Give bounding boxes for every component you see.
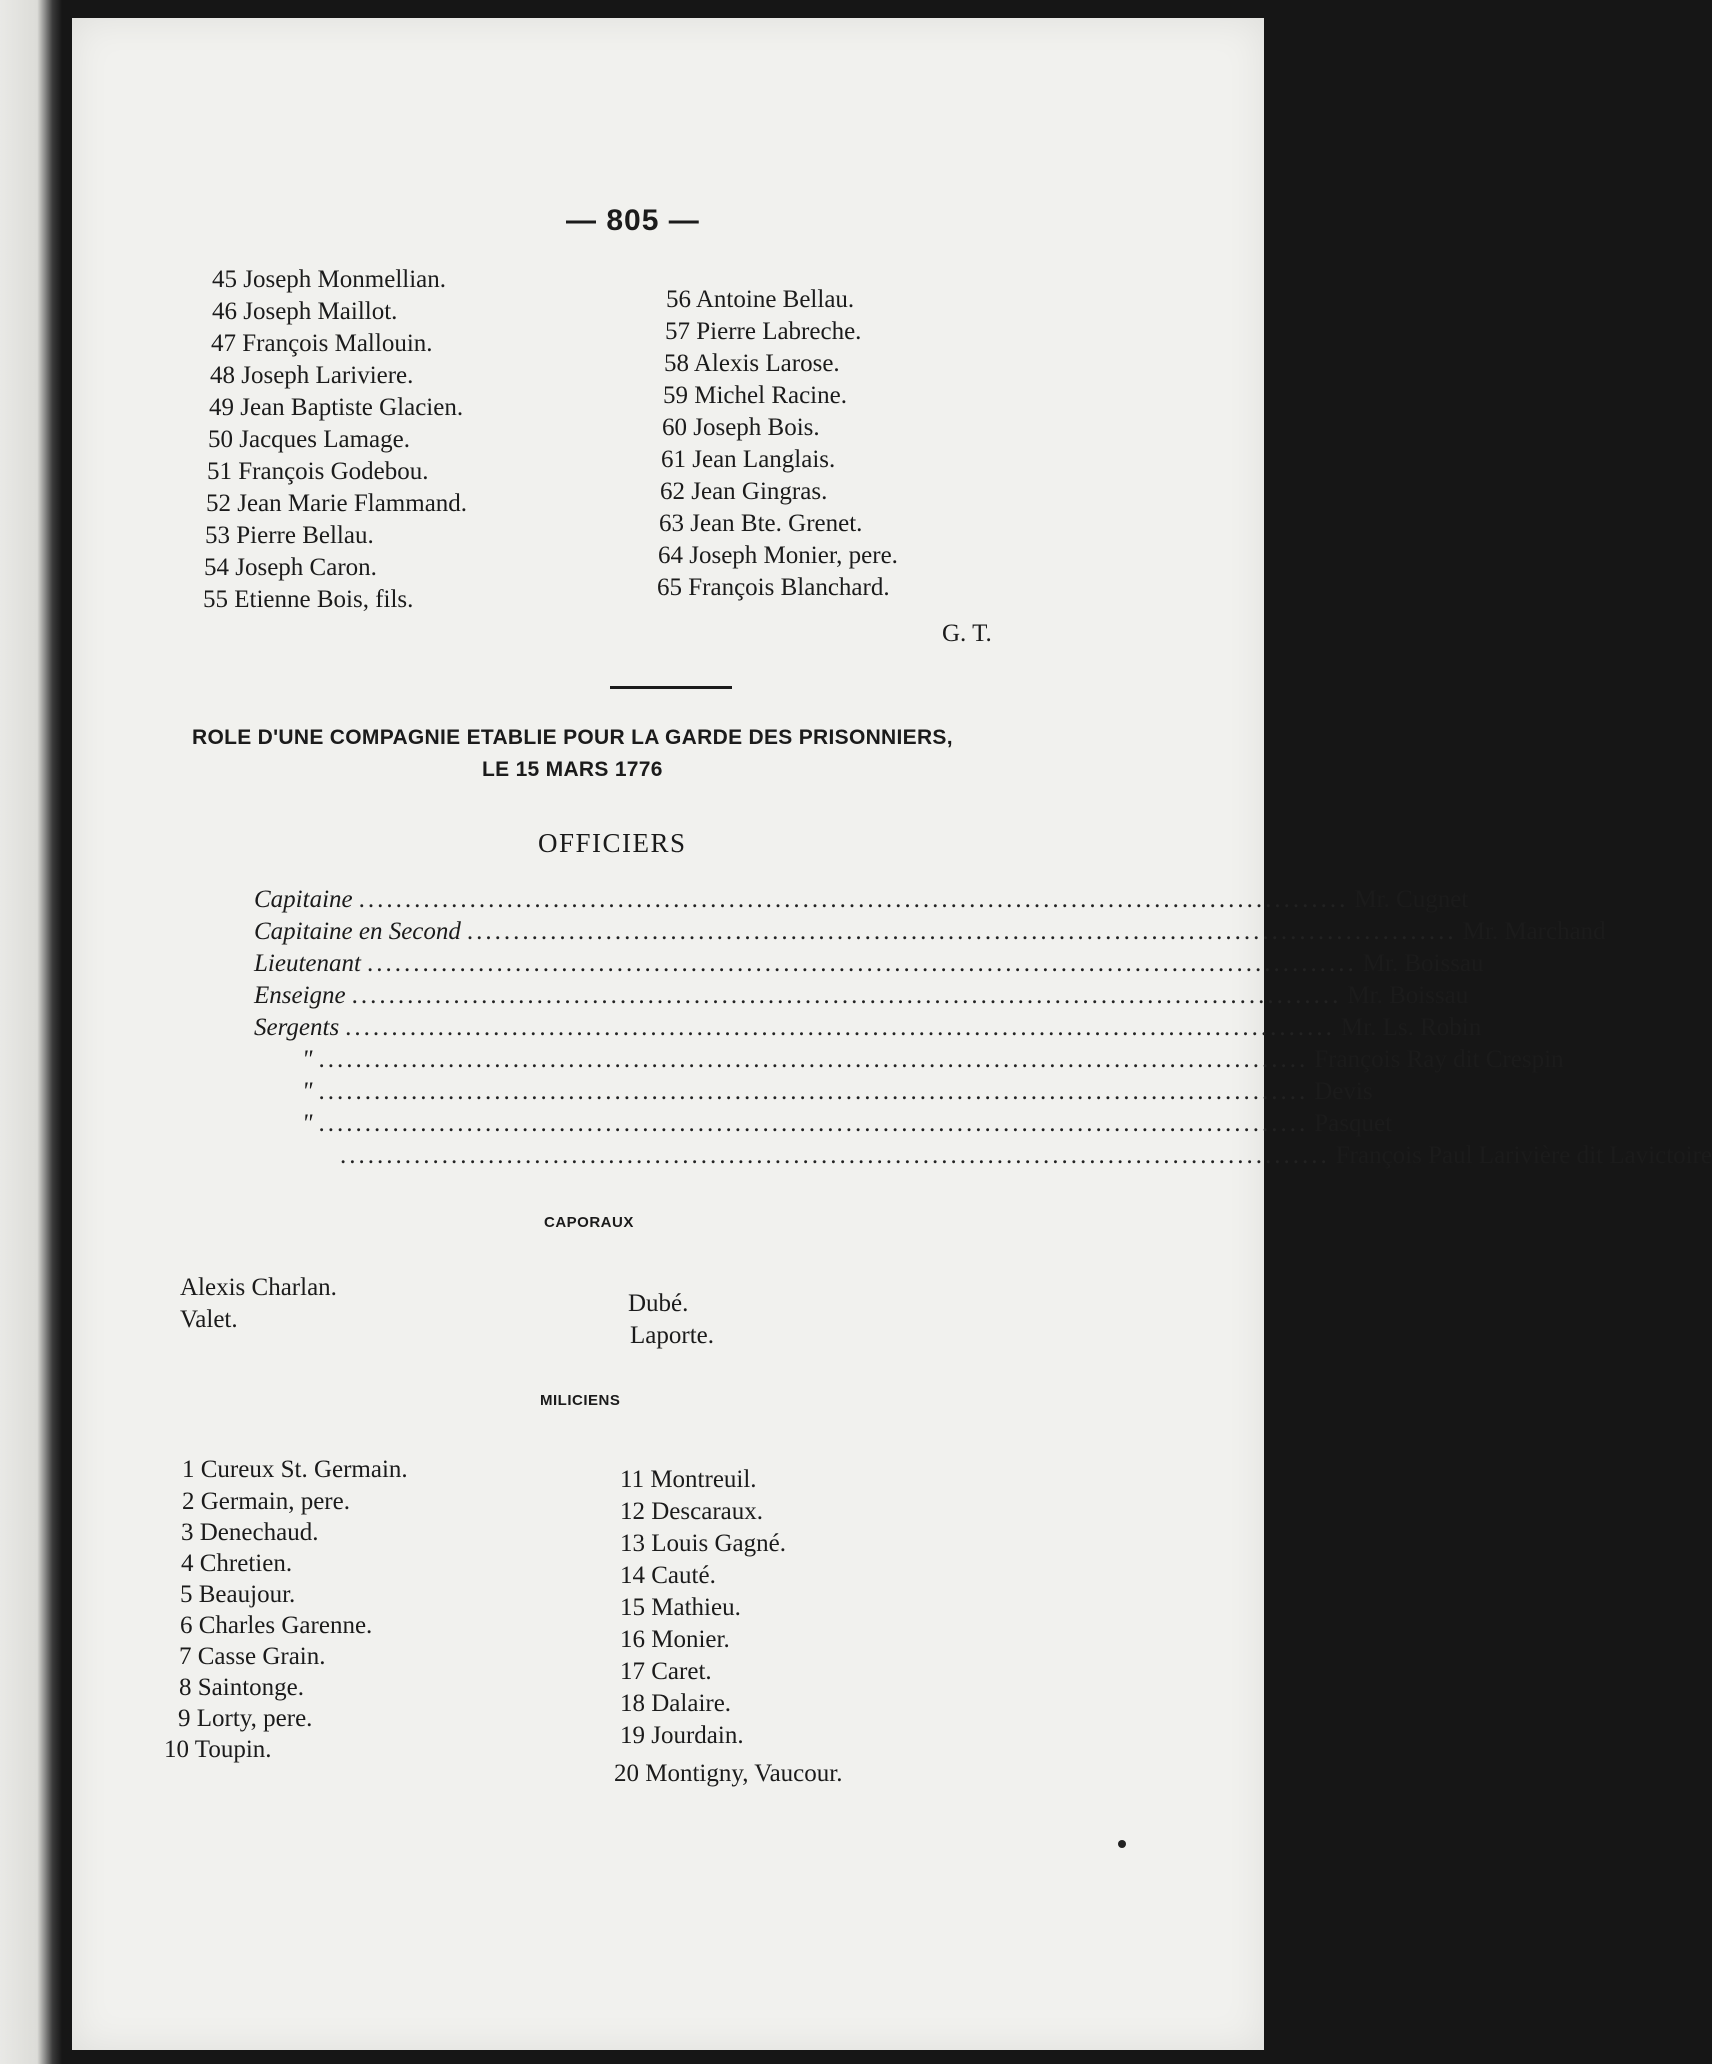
officer-name: Mr. Boissau <box>1362 950 1484 977</box>
list-item: 64 Joseph Monier, pere. <box>658 542 898 569</box>
officer-row: " ........................................................................................................... Pasquet <box>254 1108 1116 1140</box>
ink-speck <box>1118 1840 1126 1848</box>
list-item: 48 Joseph Lariviere. <box>210 362 414 389</box>
officer-name: Mr. Ls. Robin <box>1340 1014 1482 1041</box>
officer-row: " ........................................................................................................... Devis <box>254 1076 1116 1108</box>
role-title-line1: ROLE D'UNE COMPAGNIE ETABLIE POUR LA GARDE DES PRISONNIERS, <box>192 726 953 749</box>
list-item: 61 Jean Langlais. <box>661 446 836 473</box>
list-item: 14 Cauté. <box>620 1562 716 1589</box>
officer-row: " ........................................................................................................... François Ray dit Crespin <box>254 1044 1116 1076</box>
list-item: 7 Casse Grain. <box>179 1643 326 1670</box>
list-item: 11 Montreuil. <box>620 1466 757 1493</box>
officer-row: Enseigne ........................................................................................................... Mr. Boissau <box>254 980 1116 1012</box>
list-item: 15 Mathieu. <box>620 1594 741 1621</box>
list-item: 16 Monier. <box>620 1626 730 1653</box>
list-item: 8 Saintonge. <box>179 1674 304 1701</box>
list-item: 17 Caret. <box>620 1658 712 1685</box>
list-item: 53 Pierre Bellau. <box>205 522 374 549</box>
list-item: 45 Joseph Monmellian. <box>212 266 447 293</box>
list-item: 49 Jean Baptiste Glacien. <box>209 394 464 421</box>
page-number: — 805 — <box>566 204 700 237</box>
caporaux-heading: CAPORAUX <box>544 1214 634 1231</box>
officer-name: Devis <box>1314 1078 1373 1105</box>
list-item: 4 Chretien. <box>181 1550 293 1577</box>
list-item: 57 Pierre Labreche. <box>665 318 862 345</box>
officer-row: Sergents ........................................................................................................... Mr. Ls. Robin <box>254 1012 1116 1044</box>
officer-rank: Lieutenant <box>254 950 361 977</box>
officer-rank: Capitaine en Second <box>254 918 461 945</box>
list-item: 65 François Blanchard. <box>657 574 890 601</box>
list-item: 2 Germain, pere. <box>182 1488 350 1515</box>
officer-rank: " <box>302 1046 313 1073</box>
list-item: 54 Joseph Caron. <box>204 554 377 581</box>
officer-row: Lieutenant ........................................................................................................... Mr. Boissau <box>254 948 1116 980</box>
list-item: 5 Beaujour. <box>180 1581 296 1608</box>
officer-rank <box>254 1140 334 1172</box>
section-divider <box>610 686 732 689</box>
officer-rank: " <box>302 1110 313 1137</box>
caporal-name: Dubé. <box>628 1290 689 1317</box>
officer-name: Mr. Cugnet <box>1354 886 1469 913</box>
caporal-name: Laporte. <box>630 1322 714 1349</box>
officer-name: Mr. Marchand <box>1462 918 1606 945</box>
list-item: 1 Cureux St. Germain. <box>182 1456 408 1483</box>
list-item: 13 Louis Gagné. <box>620 1530 786 1557</box>
list-item: 3 Denechaud. <box>181 1519 319 1546</box>
caporal-name: Alexis Charlan. <box>180 1274 337 1301</box>
signature-initials: G. T. <box>942 620 992 647</box>
list-item: 6 Charles Garenne. <box>180 1612 373 1639</box>
miliciens-heading: MILICIENS <box>540 1392 621 1409</box>
left-page-edge <box>0 0 62 2064</box>
list-item: 56 Antoine Bellau. <box>666 286 855 313</box>
list-item: 47 François Mallouin. <box>211 330 433 357</box>
officer-row: Capitaine en Second ........................................................................................................... Mr. Marchand <box>254 916 1116 948</box>
list-item: 63 Jean Bte. Grenet. <box>659 510 863 537</box>
list-item: 60 Joseph Bois. <box>662 414 820 441</box>
list-item: 51 François Godebou. <box>207 458 429 485</box>
officer-rank: Enseigne <box>254 982 346 1009</box>
list-item: 20 Montigny, Vaucour. <box>614 1760 843 1787</box>
role-title-line2: LE 15 MARS 1776 <box>482 758 663 781</box>
document-page <box>72 18 1712 2050</box>
officer-name: François Ray dit Crespin <box>1314 1046 1564 1073</box>
list-item: 62 Jean Gingras. <box>660 478 828 505</box>
officer-rank: " <box>302 1078 313 1105</box>
officer-name: Mr. Boissau <box>1347 982 1469 1009</box>
officiers-heading: OFFICIERS <box>538 828 687 858</box>
officer-rank: Capitaine <box>254 886 353 913</box>
list-item: 46 Joseph Maillot. <box>212 298 398 325</box>
officer-rank: Sergents <box>254 1014 340 1041</box>
list-item: 55 Etienne Bois, fils. <box>203 586 414 613</box>
list-item: 19 Jourdain. <box>620 1722 744 1749</box>
list-item: 12 Descaraux. <box>620 1498 763 1525</box>
list-item: 10 Toupin. <box>164 1736 272 1763</box>
list-item: 59 Michel Racine. <box>663 382 847 409</box>
officer-name: Pasquet <box>1314 1110 1393 1137</box>
officer-row: Capitaine ........................................................................................................... Mr. Cugnet <box>254 884 1116 916</box>
list-item: 52 Jean Marie Flammand. <box>206 490 468 517</box>
list-item: 18 Dalaire. <box>620 1690 732 1717</box>
officer-row: ........................................................................................................... François Paul Larivière dit Lavictoire <box>254 1140 1116 1172</box>
caporal-name: Valet. <box>180 1306 238 1333</box>
list-item: 58 Alexis Larose. <box>664 350 840 377</box>
officer-name: François Paul Larivière dit Lavictoire <box>1335 1142 1712 1169</box>
list-item: 50 Jacques Lamage. <box>208 426 411 453</box>
list-item: 9 Lorty, pere. <box>178 1705 313 1732</box>
